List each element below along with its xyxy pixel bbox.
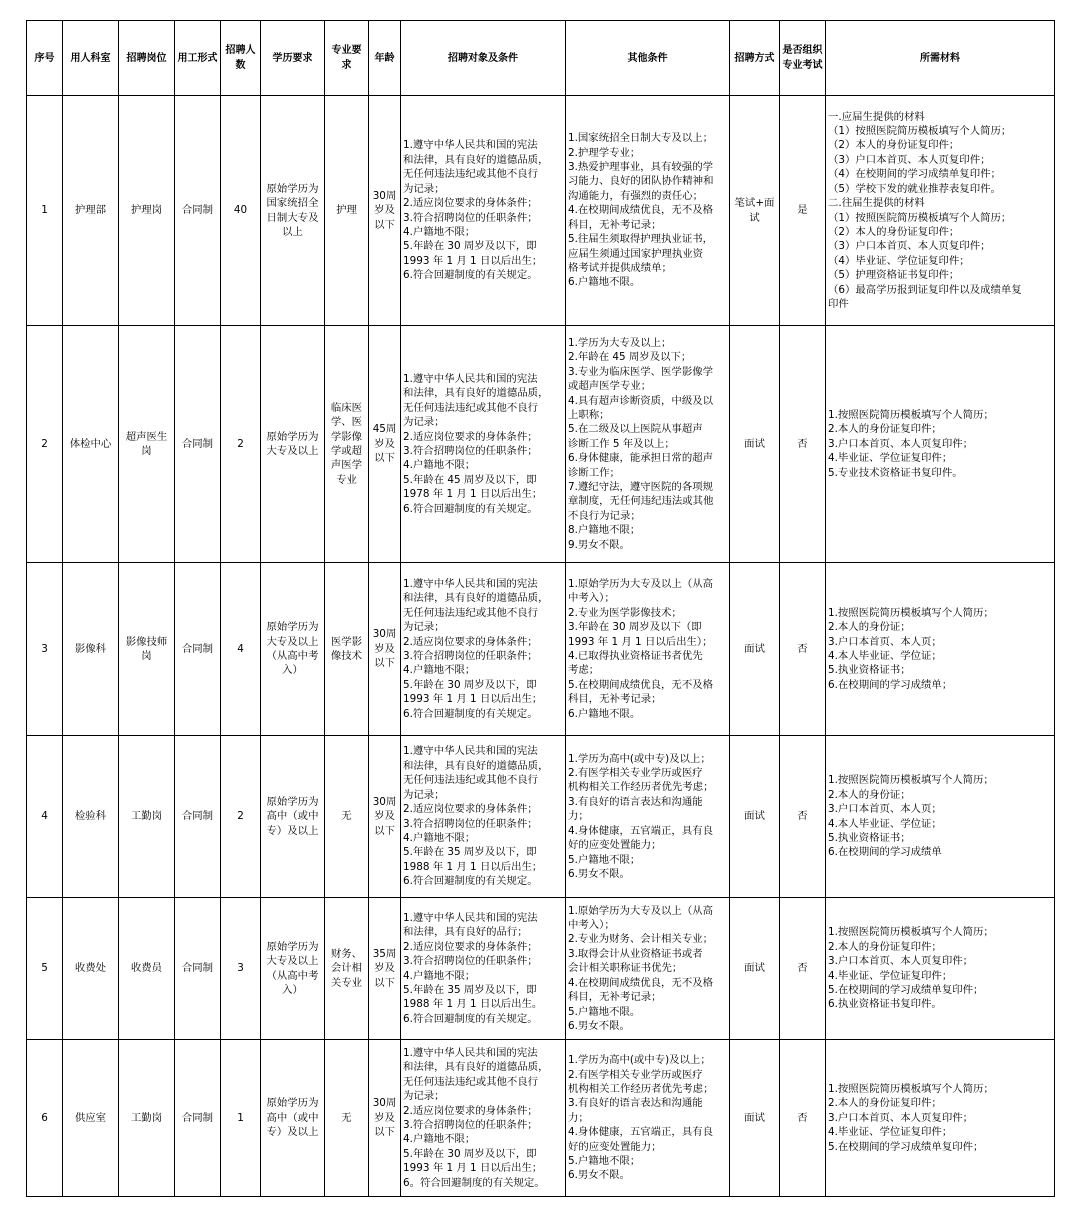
conditions-cell-line: 5.年龄在 30 周岁及以下，即 xyxy=(403,678,537,691)
other-conditions-cell-line: 4.已取得执业资格证书者优先 xyxy=(568,650,703,662)
conditions-cell-line: 2.适应岗位要求的身体条件； xyxy=(403,1104,538,1117)
conditions-cell-line: 3.符合招聘岗位的任职条件； xyxy=(403,211,538,224)
materials-cell-line: （1）按照医院简历模板填写个人简历； xyxy=(828,211,1012,224)
conditions-cell-line: 为记录； xyxy=(403,416,445,429)
other-conditions-cell-line: 6.男女不限。 xyxy=(568,1169,630,1182)
conditions-cell-line: 4.户籍地不限； xyxy=(403,664,476,677)
materials-cell-line: 4.毕业证、学位证复印件； xyxy=(828,452,953,465)
conditions-cell-line: 1993 年 1 月 1 日以后出生； xyxy=(403,254,543,267)
other-conditions-cell xyxy=(566,736,730,898)
conditions-cell-line: 6.符合回避制度的有关规定。 xyxy=(403,707,538,720)
other-conditions-cell xyxy=(566,96,730,326)
conditions-cell xyxy=(401,1040,566,1197)
age-cell: 30周岁及以下 xyxy=(369,96,401,326)
materials-cell-line: 3.户口本首页、本人页； xyxy=(828,803,942,816)
position-cell: 超声医生岗 xyxy=(119,326,175,563)
materials-cell-line: （3）户口本首页、本人页复印件； xyxy=(828,240,991,253)
materials-cell-line: 5.在校期间的学习成绩单复印件； xyxy=(828,1140,984,1153)
conditions-cell-line: 1.遵守中华人民共和国的宪法 xyxy=(403,372,538,385)
conditions-cell-line: 6.符合回避制度的有关规定。 xyxy=(403,502,538,515)
conditions-cell-line: 无任何违法违纪或其他不良行 xyxy=(403,1075,539,1088)
materials-cell-line: 一.应届生提供的材料 xyxy=(828,110,925,123)
conditions-cell-line: 为记录； xyxy=(403,182,445,195)
table-body xyxy=(27,96,1055,1197)
department-cell: 收费处 xyxy=(63,898,119,1040)
other-conditions-cell-line: 2.有医学相关专业学历或医疗 xyxy=(568,767,703,780)
materials-cell-line: 2.本人的身份证； xyxy=(828,621,911,634)
recruit-method-cell: 面试 xyxy=(730,326,780,563)
materials-cell-line: 4.毕业证、学位证复印件； xyxy=(828,969,953,982)
other-conditions-cell-line: 3.取得会计从业资格证书或者 xyxy=(568,947,703,960)
materials-cell xyxy=(826,326,1055,563)
other-conditions-cell-line: 3.有良好的语言表达和沟通能 xyxy=(568,795,703,808)
header-cell: 用人科室 xyxy=(63,21,119,96)
other-conditions-cell xyxy=(566,898,730,1040)
materials-cell-line: 3.户口本首页、本人页复印件； xyxy=(828,1111,973,1124)
materials-cell-line: （5）护理资格证书复印件； xyxy=(828,269,960,282)
conditions-cell-line: 无任何违法违纪或其他不良行 xyxy=(403,401,539,414)
exam-cell: 否 xyxy=(780,563,826,736)
other-conditions-cell-line: 科目，无补考记录； xyxy=(568,218,662,231)
other-conditions-cell-line: 沟通能力，有强烈的责任心； xyxy=(568,189,704,202)
other-conditions-cell-line: 力； xyxy=(568,1111,589,1124)
conditions-cell-line: 1988 年 1 月 1 日以后出生； xyxy=(403,860,543,873)
other-conditions-cell-line: 3.有良好的语言表达和沟通能 xyxy=(568,1097,703,1110)
department-cell: 检验科 xyxy=(63,736,119,898)
conditions-cell-line: 和法律，具有良好的道德品质， xyxy=(403,759,549,772)
header-cell: 用工形式 xyxy=(175,21,221,96)
conditions-cell xyxy=(401,96,566,326)
conditions-cell-line: 无任何违法违纪或其他不良行 xyxy=(403,606,539,619)
materials-cell-line: 5.执业资格证书； xyxy=(828,664,911,677)
conditions-cell-line: 为记录； xyxy=(403,788,445,801)
position-cell: 工勤岗 xyxy=(119,736,175,898)
department-cell: 影像科 xyxy=(63,563,119,736)
conditions-cell-line: 5.年龄在 30 周岁及以下，即 xyxy=(403,1147,537,1160)
other-conditions-cell-line: 科目，无补考记录； xyxy=(568,693,662,706)
education-cell: 原始学历为高中（或中专）及以上 xyxy=(261,736,325,898)
materials-cell xyxy=(826,736,1055,898)
materials-cell-line: 4.毕业证、学位证复印件； xyxy=(828,1126,953,1139)
conditions-cell xyxy=(401,326,566,563)
other-conditions-cell-line: 1.原始学历为大专及以上（从高 xyxy=(568,577,713,590)
row-number-cell: 4 xyxy=(27,736,63,898)
other-conditions-cell-line: 机构相关工作经历者优先考虑； xyxy=(568,781,714,794)
materials-cell-line: 6.在校期间的学习成绩单 xyxy=(828,846,942,859)
header-cell: 招聘对象及条件 xyxy=(401,21,566,96)
materials-cell-line: 5.在校期间的学习成绩单复印件； xyxy=(828,983,984,996)
table-row xyxy=(27,736,1055,898)
other-conditions-cell-line: 5.户籍地不限； xyxy=(568,1155,641,1168)
conditions-cell-line: 6。符合回避制度的有关规定。 xyxy=(403,1176,545,1189)
education-cell: 原始学历为高中（或中专）及以上 xyxy=(261,1040,325,1197)
materials-cell-line: 1.按照医院简历模板填写个人简历； xyxy=(828,926,994,939)
other-conditions-cell-line: 会计相关职称证书优先； xyxy=(568,962,683,975)
header-row xyxy=(27,21,1055,96)
other-conditions-cell-line: 1993 年 1 月 1 日以后出生）； xyxy=(568,635,713,648)
row-number-cell: 2 xyxy=(27,326,63,563)
other-conditions-cell-line: 5.户籍地不限。 xyxy=(568,1005,641,1018)
row-number-cell: 1 xyxy=(27,96,63,326)
position-cell: 收费员 xyxy=(119,898,175,1040)
other-conditions-cell-line: 1.学历为高中(或中专)及以上； xyxy=(568,1054,711,1067)
other-conditions-cell-line: 6.户籍地不限。 xyxy=(568,276,641,289)
other-conditions-cell-line: 应届生须通过国家护理执业资 xyxy=(568,247,704,260)
other-conditions-cell-line: 机构相关工作经历者优先考虑； xyxy=(568,1082,714,1095)
materials-cell-line: 2.本人的身份证复印件； xyxy=(828,423,942,436)
age-cell: 45周岁及以下 xyxy=(369,326,401,563)
other-conditions-cell-line: 7.遵纪守法，遵守医院的各项规 xyxy=(568,481,713,494)
materials-cell-line: 2.本人的身份证复印件； xyxy=(828,1097,942,1110)
recruit-method-cell: 面试 xyxy=(730,1040,780,1197)
other-conditions-cell-line: 1.国家统招全日制大专及以上； xyxy=(568,132,713,145)
conditions-cell xyxy=(401,563,566,736)
exam-cell: 是 xyxy=(780,96,826,326)
conditions-cell-line: 1.遵守中华人民共和国的宪法 xyxy=(403,745,538,758)
conditions-cell-line: 2.适应岗位要求的身体条件； xyxy=(403,803,538,816)
headcount-cell: 1 xyxy=(221,1040,261,1197)
materials-cell xyxy=(826,1040,1055,1197)
conditions-cell-line: 2.适应岗位要求的身体条件； xyxy=(403,940,538,953)
conditions-cell-line: 2.适应岗位要求的身体条件； xyxy=(403,430,538,443)
materials-cell xyxy=(826,96,1055,326)
exam-cell: 否 xyxy=(780,898,826,1040)
age-cell: 30周岁及以下 xyxy=(369,1040,401,1197)
header-cell: 其他条件 xyxy=(566,21,730,96)
other-conditions-cell-line: 中考入）； xyxy=(568,919,615,932)
other-conditions-cell-line: 或超声医学专业； xyxy=(568,380,652,393)
recruit-method-cell: 面试 xyxy=(730,898,780,1040)
recruit-method-cell: 面试 xyxy=(730,736,780,898)
other-conditions-cell-line: 4.身体健康，五官端正，具有良 xyxy=(568,824,713,837)
materials-cell-line: 二.往届生提供的材料 xyxy=(828,197,925,210)
conditions-cell-line: 1988 年 1 月 1 日以后出生。 xyxy=(403,998,543,1011)
exam-cell: 否 xyxy=(780,1040,826,1197)
row-number-cell: 5 xyxy=(27,898,63,1040)
conditions-cell-line: 和法律，具有良好的品行； xyxy=(403,926,528,939)
materials-cell-line: 1.按照医院简历模板填写个人简历； xyxy=(828,606,994,619)
other-conditions-cell-line: 4.在校期间成绩优良，无不及格 xyxy=(568,976,713,989)
materials-cell-line: （5）学校下发的就业推荐表复印件。 xyxy=(828,182,1001,195)
conditions-cell-line: 为记录； xyxy=(403,1090,445,1103)
other-conditions-cell-line: 章制度，无任何违纪违法或其他 xyxy=(568,495,714,508)
materials-cell-line: 5.执业资格证书； xyxy=(828,831,911,844)
other-conditions-cell-line: 好的应变处置能力； xyxy=(568,839,662,852)
other-conditions-cell-line: 3.热爱护理事业，具有较强的学 xyxy=(568,161,713,174)
materials-cell-line: 1.按照医院简历模板填写个人简历； xyxy=(828,774,994,787)
other-conditions-cell-line: 5.户籍地不限； xyxy=(568,853,641,866)
materials-cell-line: 4.本人毕业证、学位证； xyxy=(828,650,942,662)
header-cell: 专业要求 xyxy=(325,21,369,96)
conditions-cell-line: 3.符合招聘岗位的任职条件； xyxy=(403,817,538,830)
conditions-cell-line: 为记录； xyxy=(403,621,445,634)
conditions-cell xyxy=(401,898,566,1040)
exam-cell: 否 xyxy=(780,736,826,898)
conditions-cell-line: 无任何违法违纪或其他不良行 xyxy=(403,168,539,181)
major-cell: 临床医学、医学影像学或超声医学专业 xyxy=(325,326,369,563)
age-cell: 35周岁及以下 xyxy=(369,898,401,1040)
conditions-cell-line: 4.户籍地不限； xyxy=(403,831,476,844)
other-conditions-cell xyxy=(566,563,730,736)
conditions-cell-line: 和法律，具有良好的道德品质， xyxy=(403,387,549,400)
materials-cell-line: 3.户口本首页、本人页复印件； xyxy=(828,437,973,450)
other-conditions-cell-line: 科目，无补考记录； xyxy=(568,991,662,1004)
major-cell: 无 xyxy=(325,736,369,898)
materials-cell-line: （4）毕业证、学位证复印件； xyxy=(828,254,970,267)
other-conditions-cell-line: 6.男女不限。 xyxy=(568,867,630,880)
conditions-cell-line: 3.符合招聘岗位的任职条件； xyxy=(403,445,538,457)
department-cell: 体检中心 xyxy=(63,326,119,563)
materials-cell xyxy=(826,898,1055,1040)
other-conditions-cell-line: 上职称； xyxy=(568,408,610,421)
other-conditions-cell-line: 4.具有超声诊断资质，中级及以 xyxy=(568,394,713,407)
other-conditions-cell-line: 6.男女不限。 xyxy=(568,1019,630,1032)
header-cell: 年龄 xyxy=(369,21,401,96)
materials-cell-line: （1）按照医院简历模板填写个人简历； xyxy=(828,125,1012,138)
other-conditions-cell-line: 2.护理学专业； xyxy=(568,146,641,159)
conditions-cell-line: 和法律，具有良好的道德品质， xyxy=(403,153,549,166)
other-conditions-cell-line: 2.专业为财务、会计相关专业； xyxy=(568,933,713,946)
other-conditions-cell-line: 习能力、良好的团队协作精神和 xyxy=(568,175,714,188)
materials-cell-line: （4）在校期间的学习成绩单复印件； xyxy=(828,168,1001,181)
employment-type-cell: 合同制 xyxy=(175,96,221,326)
other-conditions-cell-line: 2.有医学相关专业学历或医疗 xyxy=(568,1068,703,1081)
table-row xyxy=(27,96,1055,326)
employment-type-cell: 合同制 xyxy=(175,736,221,898)
materials-cell-line: （2）本人的身份证复印件； xyxy=(828,225,960,238)
row-number-cell: 3 xyxy=(27,563,63,736)
major-cell: 护理 xyxy=(325,96,369,326)
other-conditions-cell-line: 诊断工作 5 年及以上； xyxy=(568,437,675,450)
department-cell: 护理部 xyxy=(63,96,119,326)
other-conditions-cell-line: 不良行为记录； xyxy=(568,509,641,522)
other-conditions-cell xyxy=(566,1040,730,1197)
major-cell: 无 xyxy=(325,1040,369,1197)
conditions-cell-line: 5.年龄在 30 周岁及以下，即 xyxy=(403,240,537,253)
materials-cell-line: 6.执业资格证书复印件。 xyxy=(828,998,942,1011)
materials-cell-line: （6）最高学历报到证复印件以及成绩单复 xyxy=(828,283,1022,296)
other-conditions-cell-line: 4.身体健康，五官端正，具有良 xyxy=(568,1126,713,1139)
education-cell: 原始学历为国家统招全日制大专及以上 xyxy=(261,96,325,326)
materials-cell-line: 2.本人的身份证； xyxy=(828,788,911,801)
other-conditions-cell-line: 2.年龄在 45 周岁及以下； xyxy=(568,351,692,364)
conditions-cell-line: 3.符合招聘岗位的任职条件； xyxy=(403,955,538,968)
conditions-cell-line: 无任何违法违纪或其他不良行 xyxy=(403,774,539,787)
other-conditions-cell-line: 1.原始学历为大专及以上（从高 xyxy=(568,904,713,917)
education-cell: 原始学历为大专及以上 xyxy=(261,326,325,563)
other-conditions-cell-line: 2.专业为医学影像技术； xyxy=(568,606,682,619)
other-conditions-cell-line: 格考试并提供成绩单； xyxy=(568,261,672,274)
age-cell: 30周岁及以下 xyxy=(369,736,401,898)
materials-cell-line: 2.本人的身份证复印件； xyxy=(828,940,942,953)
materials-cell-line: 3.户口本首页、本人页； xyxy=(828,635,942,648)
materials-cell-line: 1.按照医院简历模板填写个人简历； xyxy=(828,1082,994,1095)
row-number-cell: 6 xyxy=(27,1040,63,1197)
other-conditions-cell xyxy=(566,326,730,563)
recruitment-table xyxy=(26,20,1055,1197)
other-conditions-cell-line: 1.学历为高中(或中专)及以上； xyxy=(568,752,711,765)
conditions-cell-line: 和法律，具有良好的道德品质， xyxy=(403,592,549,605)
education-cell: 原始学历为大专及以上（从高中考入） xyxy=(261,898,325,1040)
headcount-cell: 40 xyxy=(221,96,261,326)
conditions-cell-line: 4.户籍地不限； xyxy=(403,969,476,982)
table-row xyxy=(27,1040,1055,1197)
header-cell: 招聘方式 xyxy=(730,21,780,96)
position-cell: 影像技师岗 xyxy=(119,563,175,736)
major-cell: 财务、会计相关专业 xyxy=(325,898,369,1040)
table-row xyxy=(27,563,1055,736)
materials-cell-line: （2）本人的身份证复印件； xyxy=(828,139,960,152)
conditions-cell-line: 2.适应岗位要求的身体条件； xyxy=(403,197,538,210)
position-cell: 护理岗 xyxy=(119,96,175,326)
other-conditions-cell-line: 3.专业为临床医学、医学影像学 xyxy=(568,365,713,378)
conditions-cell-line: 2.适应岗位要求的身体条件； xyxy=(403,635,538,648)
department-cell: 供应室 xyxy=(63,1040,119,1197)
header-cell: 招聘岗位 xyxy=(119,21,175,96)
employment-type-cell: 合同制 xyxy=(175,563,221,736)
other-conditions-cell-line: 8.户籍地不限； xyxy=(568,524,641,537)
conditions-cell-line: 4.户籍地不限； xyxy=(403,1133,476,1146)
conditions-cell-line: 1.遵守中华人民共和国的宪法 xyxy=(403,1046,538,1059)
other-conditions-cell-line: 6.户籍地不限。 xyxy=(568,707,641,720)
materials-cell-line: （3）户口本首页、本人页复印件； xyxy=(828,153,991,166)
conditions-cell-line: 1978 年 1 月 1 日以后出生； xyxy=(403,488,543,501)
conditions-cell-line: 4.户籍地不限； xyxy=(403,459,476,472)
exam-cell: 否 xyxy=(780,326,826,563)
header-cell: 是否组织专业考试 xyxy=(780,21,826,96)
conditions-cell-line: 3.符合招聘岗位的任职条件； xyxy=(403,1119,538,1131)
other-conditions-cell-line: 1.学历为大专及以上； xyxy=(568,336,672,349)
recruit-method-cell: 面试 xyxy=(730,563,780,736)
conditions-cell-line: 6.符合回避制度的有关规定。 xyxy=(403,269,538,282)
other-conditions-cell-line: 4.在校期间成绩优良，无不及格 xyxy=(568,204,713,217)
other-conditions-cell-line: 诊断工作； xyxy=(568,466,620,479)
headcount-cell: 2 xyxy=(221,736,261,898)
header-cell: 学历要求 xyxy=(261,21,325,96)
employment-type-cell: 合同制 xyxy=(175,898,221,1040)
conditions-cell-line: 4.户籍地不限； xyxy=(403,225,476,238)
conditions-cell-line: 5.年龄在 45 周岁及以下，即 xyxy=(403,473,537,486)
other-conditions-cell-line: 5.往届生须取得护理执业证书， xyxy=(568,233,713,246)
materials-cell-line: 3.户口本首页、本人页复印件； xyxy=(828,955,973,968)
materials-cell-line: 4.本人毕业证、学位证； xyxy=(828,817,942,830)
employment-type-cell: 合同制 xyxy=(175,1040,221,1197)
header-cell: 所需材料 xyxy=(826,21,1055,96)
other-conditions-cell-line: 5.在校期间成绩优良，无不及格 xyxy=(568,678,713,691)
materials-cell-line: 印件 xyxy=(828,297,849,310)
conditions-cell-line: 6.符合回避制度的有关规定。 xyxy=(403,875,538,888)
header-cell: 招聘人数 xyxy=(221,21,261,96)
other-conditions-cell-line: 9.男女不限。 xyxy=(568,538,630,551)
conditions-cell-line: 1993 年 1 月 1 日以后出生； xyxy=(403,693,543,706)
conditions-cell-line: 5.年龄在 35 周岁及以下，即 xyxy=(403,983,537,996)
headcount-cell: 4 xyxy=(221,563,261,736)
conditions-cell-line: 3.符合招聘岗位的任职条件； xyxy=(403,650,538,662)
education-cell: 原始学历为大专及以上（从高中考入） xyxy=(261,563,325,736)
conditions-cell-line: 1993 年 1 月 1 日以后出生； xyxy=(403,1162,543,1175)
header-cell: 序号 xyxy=(27,21,63,96)
other-conditions-cell-line: 3.年龄在 30 周岁及以下（即 xyxy=(568,621,702,634)
conditions-cell xyxy=(401,736,566,898)
age-cell: 30周岁及以下 xyxy=(369,563,401,736)
other-conditions-cell-line: 力； xyxy=(568,810,589,823)
headcount-cell: 2 xyxy=(221,326,261,563)
materials-cell-line: 1.按照医院简历模板填写个人简历； xyxy=(828,408,994,421)
headcount-cell: 3 xyxy=(221,898,261,1040)
other-conditions-cell-line: 6.身体健康，能承担日常的超声 xyxy=(568,452,713,465)
materials-cell-line: 6.在校期间的学习成绩单； xyxy=(828,678,953,691)
conditions-cell-line: 5.年龄在 35 周岁及以下，即 xyxy=(403,846,537,859)
conditions-cell-line: 1.遵守中华人民共和国的宪法 xyxy=(403,139,538,152)
table-row xyxy=(27,898,1055,1040)
other-conditions-cell-line: 5.在二级及以上医院从事超声 xyxy=(568,423,703,436)
major-cell: 医学影像技术 xyxy=(325,563,369,736)
employment-type-cell: 合同制 xyxy=(175,326,221,563)
materials-cell-line: 5.专业技术资格证书复印件。 xyxy=(828,466,963,479)
other-conditions-cell-line: 中考入）； xyxy=(568,592,615,605)
conditions-cell-line: 和法律，具有良好的道德品质， xyxy=(403,1061,549,1074)
conditions-cell-line: 1.遵守中华人民共和国的宪法 xyxy=(403,911,538,924)
conditions-cell-line: 1.遵守中华人民共和国的宪法 xyxy=(403,577,538,590)
conditions-cell-line: 6.符合回避制度的有关规定。 xyxy=(403,1012,538,1025)
materials-cell xyxy=(826,563,1055,736)
table-row xyxy=(27,326,1055,563)
other-conditions-cell-line: 考虑； xyxy=(568,664,600,677)
position-cell: 工勤岗 xyxy=(119,1040,175,1197)
recruitment-table-wrap xyxy=(26,20,1054,1197)
other-conditions-cell-line: 好的应变处置能力； xyxy=(568,1140,662,1153)
recruit-method-cell: 笔试+面试 xyxy=(730,96,780,326)
